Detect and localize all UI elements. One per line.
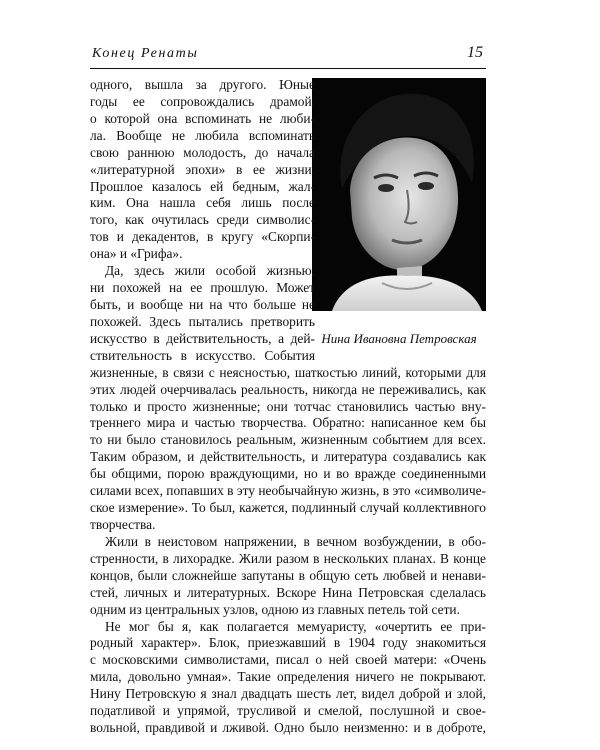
text-line: жизненные, в связи с неясностью, шаткостью линий, которыми для [90,364,486,380]
text-line: с московскими символистами, писал о ней своей матери: «Очень [90,652,486,668]
text-line: творчества. [90,516,156,532]
text-line: стей, личных и литературных. Вскоре Нина Петровская сделалась [90,584,486,600]
text-line: ское измерение». То был, кажется, подлинный случай коллективного [90,500,486,515]
text-line: родный характер». Блок, приезжавший в 1904 году знакомиться [90,635,486,651]
text-line: только и просто жизненные; они тотчас становились частью вну- [90,398,486,414]
running-title: Конец Ренаты [92,46,199,61]
text-line: о которой она вспоминать не люби- [90,110,315,126]
page-number: 15 [467,44,483,61]
text-line: искусство в действительность, а дей- [90,330,315,346]
text-line: силами всех, попавших в эту необычайную жизнь, в это «символиче- [90,483,486,499]
text-line: быть, и вообще ни на что больше не [90,297,315,312]
text-line: «литературной эпохи» в ее жизни. [90,161,315,177]
text-line: Да, здесь жили особой жизнью, [105,263,315,279]
text-line: ни похожей на ее прошлую. Может [90,280,315,296]
text-line: этих людей очерчивалась реальность, никогда не переживались, как [90,381,486,397]
text-line: похожей. Здесь пытались претворить [90,313,315,329]
text-line: ла. Вообще не любила вспоминать [90,127,315,143]
photo-caption: Нина Ивановна Петровская [321,331,477,346]
text-line: вольной, правдивой и лживой. Одно было неизменно: и в доброте, [90,720,486,735]
text-line: Не мог бы я, как полагается мемуаристу, «очертить ее при- [105,618,486,634]
text-line: концов, были сложнейше запутаны в общую сеть любвей и ненави- [90,567,486,583]
text-line: стренности, в лихорадке. Жили разом в нескольких планах. В конце [90,550,486,566]
text-line: треннего мира и частью творчества. Обратно: написанное кем бы [90,415,486,431]
text-line: свою раннюю молодость, до начала [90,144,315,160]
text-line: годы ее сопровождались драмой, [90,93,315,109]
text-line: она» и «Грифа». [90,246,183,262]
portrait-photo [312,78,486,311]
text-line: одного, вышла за другого. Юные [90,77,315,92]
text-line: то ни было становилось реальным, жизненным событием для всех. [90,432,486,448]
text-line: Прошлое казалось ей бедным, жал- [90,178,315,194]
text-line: одним из центральных узлов, одною из главных петель той сети. [90,601,460,617]
text-line: Жили в неистовом напряжении, в вечном возбуждении, в обо- [105,533,486,549]
text-line: Таким образом, и действительность, и литература создавались как [90,449,486,465]
text-line: ствительность в искусство. События [90,347,315,363]
text-line: Нину Петровскую я знал двадцать шесть лет, видел доброй и злой, [90,686,486,702]
portrait-illustration [312,78,486,311]
text-line: тов и декадентов, в кругу «Скорпи- [90,229,315,245]
text-line: того, как очутилась среди символис- [90,212,315,228]
text-line: податливой и упрямой, трусливой и смелой, послушной и свое- [90,703,486,719]
text-line: мила, довольно умная». Такие определения ничего не покрывают. [90,669,486,685]
text-line: бы общими, порою враждующими, но и во вражде соединенными [90,466,486,482]
text-line: ким. Она нашла себя лишь после [90,195,315,211]
header-rule [90,68,486,69]
